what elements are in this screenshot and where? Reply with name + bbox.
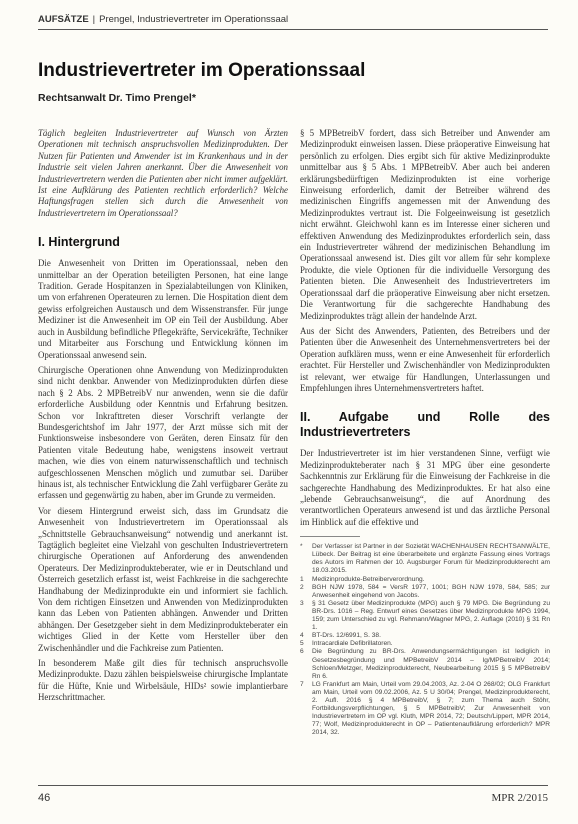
running-header [38,14,288,25]
footnote [300,640,550,648]
footnote-number: 1 [300,575,304,583]
footnote-text: Der Verfasser ist Partner in der Sozietät WACHENHAUSEN RECHTSANWÄLTE, Lübeck. Der Beitrag ist eine überarbeitete und ergänzte Fassung eines Vortrags des Autors im Rahmen der 10. Augsburger Forum für Medizinprodukterecht am 18.03.2015. [312,543,550,575]
section-label: AUFSÄTZE [38,14,89,25]
right-column [300,128,550,737]
footnote [300,543,550,575]
header-separator: | [92,14,96,25]
footnote [300,600,550,632]
footnote-text: Intracardiale Defibrillatoren. [312,640,393,648]
running-title: Prengel, Industrievertreter im Operationssaal [99,14,289,25]
paragraph: Die Anwesenheit von Dritten im Operationssaal, neben den unmittelbar an der Operation beteiligten Personen, hat eine lange Tradition. Gerade Hospitanzen in Spezialabteilungen von Kliniken, um von erfahrenen Operateuren zu lernen. Die Hospitation dient dem gewiss erfolgreichen Austausch und dem Wissenstransfer. Für junge Mediziner ist die Anwesenheit im OP ein Teil der Ausbildung. Aber auch in Ausbildung befindliche Pflegekräfte, Servicekräfte, Techniker und Mitarbeiter aus Forschung und Entwicklung können im Operationssaal anwesend sein. [38,258,288,360]
page-number: 46 [38,792,51,804]
footnote-text: BGH NJW 1978, 584 = VersR 1977, 1001; BGH NJW 1978, 584, 585; zur Anwesenheit eingehend von Jacobs. [312,583,550,599]
footnote [300,576,550,584]
footnote-rule [300,536,360,537]
footnote-number: 7 [300,680,304,688]
paragraph: In besonderem Maße gilt dies für technisch anspruchsvolle Medizinprodukte. Dazu zählen beispielsweise chirurgische Implantate für die Hüfte, Knie und Wirbelsäule, HIDs² sowie implantierbare Herzschrittmacher. [38,658,288,703]
footnote [300,681,550,738]
footnote-number: 2 [300,583,304,591]
article-title: Industrievertreter im Operationssaal [38,60,366,81]
paragraph: Vor diesem Hintergrund erweist sich, dass im Grundsatz die Anwesenheit von Industrievertretern im Operationssaal als „Schnittstelle Gebrauchsanweisung“ notwendig und anerkannt ist. Tagtäglich begleitet eine Vielzahl von geschulten Industrievertretern chirurgische Operationen auf Anforderung des anwendenden Operateurs. Der Medizinprodukteberater, wie er in Deutschland und Österreich gesetzlich erfasst ist, weist Fachkreise in die sachgerechte Handhabung der Medizinprodukte ein und informiert sie fachlich. Von dem richtigen Einsetzen und Anwenden von Medizinprodukten kann das Leben von Patienten abhängen. Anwender und Dritten abhängen. Der Gesetzgeber sieht in dem Medizinprodukteberater ein wichtiges Glied in der Kette vom Hersteller über den Zwischenhändler und die Fachkreise zum Patienten. [38,505,288,653]
section-heading-aufgabe: II. Aufgabe und Rolle des Industrievertreters [300,410,550,440]
footnote [300,648,550,680]
left-column [38,128,288,708]
footnote-number: * [300,543,303,551]
footnote-text: § 31 Gesetz über Medizinprodukte (MPG) auch § 79 MPG. Die Begründung zu BR-Drs. 1016 – Reg. Entwurf eines Gesetzes über Medizinprodukte MPG 1994, 159; zum Unterschied zu vgl. Rehmann/Wagner MPG, 2. Auflage (2010) § 31 Rn 1. [312,599,550,632]
header-rule [38,29,548,30]
section-heading-hintergrund: I. Hintergrund [38,235,120,250]
footnote-number: 4 [300,632,304,640]
footnote [300,584,550,600]
footer-rule [38,785,548,786]
footnote-text: LG Frankfurt am Main, Urteil vom 29.04.2003, Az. 2-04 O 268/02; OLG Frankfurt am Main, Urteil vom 09.02.2006, Az. 5 U 30/04; Prengel, Medizinprodukterecht, 2. Aufl. 2016 § 4 MPBetreibV, § 7; zum Thema auch Stöhr, Fortbildungsverpflichtungen, § 5 MPBetreibV; Zur Anwesenheit von Industrievertretern im OP vgl. Kluth, MPR 2014, 72; Deutsch/Lippert, MPR 2014, 77; Wolf, Medizinprodukterecht in OP – Patientenaufklärung erforderlich? MPR 2014, 32. [312,680,550,737]
footnote-number: 6 [300,648,304,656]
paragraph: Der Industrievertreter ist im hier verstandenen Sinne, verfügt wie Medizinprodukteberater nach § 31 MPG über eine gesonderte Sachkenntnis zur Erklärung für die Einweisung der Fachkreise in die sachgerechte Handhabung des Medizinproduktes. Er hat also eine „lebende Gebrauchsanweisung“, die auf Anordnung des verantwortlichen Operateurs anwesend ist und das ärztliche Personal im Hinblick auf die effektive und [300,448,550,527]
paragraph: § 5 MPBetreibV fordert, dass sich Betreiber und Anwender am Medizinprodukt einweisen lassen. Diese präoperative Einweisung hat persönlich zu erfolgen. Dies ergibt sich für aktive Medizinprodukte unmittelbar aus § 5 Abs. 1 MPBetreibV. Aber auch bei anderen erklärungsbedürftigen Medizinprodukten ist eine vorherige Einweisung erforderlich, damit der Betreiber während des medizinischen Eingriffs angemessen mit der Anwendung des Medizinproduktes vertraut ist. Die Folgeeinweisung ist gesetzlich nicht erwähnt. Gleichwohl kann es im Interesse einer sicheren und effektiven Anwendung des Medizinproduktes erforderlich sein, dass ein Industrievertreter während der medizinischen Behandlung im Operationssaal anwesend ist. Dies gilt vor allem für sehr komplexe Produkte, die viele Optionen für die individuelle Versorgung des Patienten bieten. Die Anwesenheit des Industrievertreters im Operationssaal darf die präoperative Einweisung aber nicht ersetzen. Die Verantwortung für die sachgerechte Handhabung des Medizinproduktes trägt allein der handelnde Arzt. [300,128,550,321]
footnote-text: Medizinprodukte-Betreiberverordnung. [312,575,425,583]
footnote [300,632,550,640]
footnote-text: BT-Drs. 12/6991, S. 38. [312,632,381,640]
paragraph: Chirurgische Operationen ohne Anwendung von Medizinprodukten sind nicht denkbar. Anwender von Medizinprodukten dürfen diese nach § 2 Abs. 2 MPBetreibV nur anwenden, wenn sie die dafür erforderliche Ausbildung oder Kenntnis und Erfahrung besitzen. Schon vor Inkrafttreten dieser Vorschrift verlangte der Bundesgerichtshof im Jahr 1977, der Arzt müsse sich mit der Funktionsweise insbesondere von Geräten, deren Einsatz für den Patienten vitale Bedeutung habe, wenigstens insoweit vertraut machen, wie dies von einem naturwissenschaftlich und technisch aufgeschlossenen Menschen möglich und zumutbar sei. Darüber hinaus ist, als technischer Entwicklung die Zahl verfügbarer Geräte zu erfassen und gegenwärtig zu haben, aber im Grunde zu vermeiden. [38,364,288,501]
footnote-number: 3 [300,599,304,607]
paragraph: Aus der Sicht des Anwenders, Patienten, des Betreibers und der Patienten über die Anwesenheit des Unternehmensvertreters bei der Operation aufklären muss, wenn er eine Anwesenheit für erforderlich erachtet. Für Hersteller und Zwischenhändler von Medizinprodukten ist relevant, wer etwaige für Handlungen, Unterlassungen und Empfehlungen ihres Unternehmensvertreters haftet. [300,325,550,393]
footnote-text: Die Begründung zu BR-Drs. Anwendungsermächtigungen ist lediglich in Gesetzesbegründung und MPBetreibV 2014 – Ig/MPBetreibV 2014; Schloen/Metzger, Medizinprodukterecht, Neubearbeitung 2015 § 5 MPBetreibV Rn 6. [312,648,550,680]
article-author: Rechtsanwalt Dr. Timo Prengel* [38,92,196,104]
journal-issue: MPR 2/2015 [491,792,548,804]
footnote-number: 5 [300,640,304,648]
abstract: Täglich begleiten Industrievertreter auf Wunsch von Ärzten Operationen mit technisch anspruchsvollen Medizinprodukten. Der Nutzen für Patienten und Anwender ist im Krankenhaus und in der Industrie seit vielen Jahren anerkannt. Über die Anwesenheit von Industrievertretern werden die Patienten aber nicht immer aufgeklärt. Ist eine Aufklärung des Patienten rechtlich erforderlich? Welche Haftungsfragen stellen sich durch die Anwesenheit von Industrievertretern im Operationssaal? [38,128,288,218]
footnotes [300,543,550,737]
